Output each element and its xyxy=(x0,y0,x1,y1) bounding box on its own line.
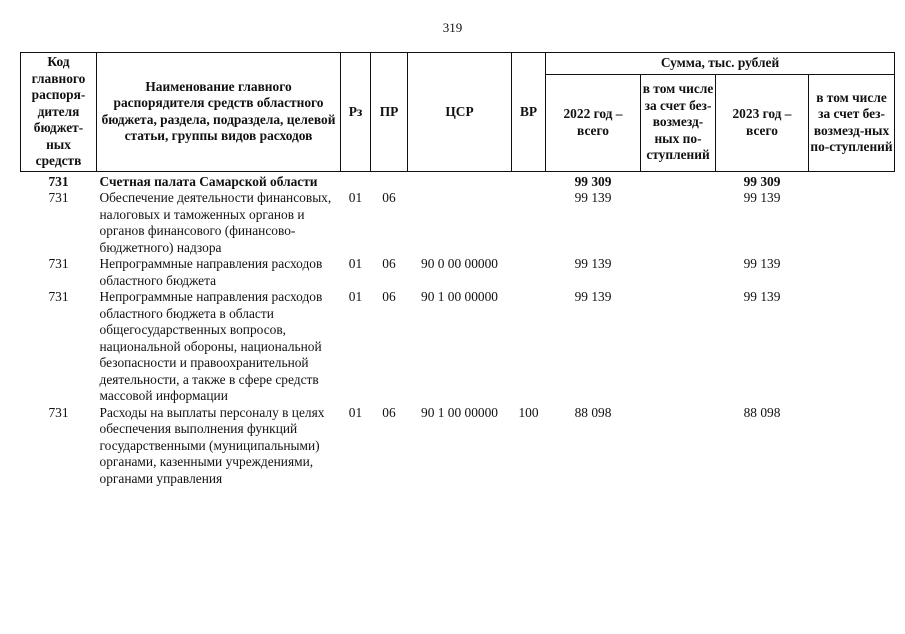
cell-2023-free xyxy=(809,405,895,488)
cell-pr: 06 xyxy=(382,404,396,420)
cell-name: Обеспечение деятельности финансовых, налоговых и таможенных органов и органов финансового (финансово-бюджетного) надзора xyxy=(99,190,332,255)
cell-rz: 01 xyxy=(348,404,363,420)
header-csr: ЦСР xyxy=(408,53,512,172)
cell-vr xyxy=(512,171,546,190)
cell-pr: 06 xyxy=(382,190,396,205)
header-name: Наименование главного распорядителя средств областного бюджета, раздела, подраздела, целевой статьи, группы видов расходов xyxy=(97,53,341,172)
cell-2023-free xyxy=(809,289,895,405)
cell-rz: 01 xyxy=(348,190,363,205)
cell-csr xyxy=(408,171,512,190)
cell-code: 731 xyxy=(48,173,69,189)
cell-pr: 06 xyxy=(382,289,396,304)
header-2022-free: в том числе за счет без-возмезд-ных по-ступлений xyxy=(641,74,716,171)
cell-2022-total: 99 309 xyxy=(574,173,612,189)
header-2023-total: 2023 год – всего xyxy=(716,74,809,171)
cell-2022-total: 88 098 xyxy=(574,404,612,420)
cell-2022-total: 99 139 xyxy=(574,256,612,271)
cell-code: 731 xyxy=(48,289,69,304)
table-body xyxy=(21,171,895,487)
cell-vr xyxy=(512,190,546,256)
cell-2022-free xyxy=(641,190,716,256)
cell-2023-total: 99 139 xyxy=(743,256,781,271)
cell-2022-free xyxy=(641,405,716,488)
cell-2022-free xyxy=(641,171,716,190)
header-pr: ПР xyxy=(371,53,408,172)
cell-2023-total: 99 309 xyxy=(743,173,781,189)
cell-rz: 01 xyxy=(348,256,363,271)
cell-vr xyxy=(512,289,546,405)
cell-rz xyxy=(341,171,371,190)
table-row xyxy=(21,405,895,488)
cell-2023-free xyxy=(809,190,895,256)
cell-pr xyxy=(371,171,408,190)
cell-name: Непрограммные направления расходов областного бюджета в области общегосударственных вопросов, национальной обороны, национальной безопасности и правоохранительной деятельности, а также в сфере средств массовой информации xyxy=(99,289,323,403)
cell-2022-free xyxy=(641,289,716,405)
header-2022-total: 2022 год – всего xyxy=(546,74,641,171)
cell-vr: 100 xyxy=(518,404,539,420)
cell-2022-total: 99 139 xyxy=(574,190,612,205)
cell-name: Счетная палата Самарской области xyxy=(99,173,318,189)
header-vr: ВР xyxy=(512,53,546,172)
cell-2023-free xyxy=(809,171,895,190)
header-code: Код главного распоря-дителя бюджет-ных средств xyxy=(21,53,97,172)
cell-rz: 01 xyxy=(348,289,363,304)
header-sum-group: Сумма, тыс. рублей xyxy=(546,53,895,75)
cell-csr: 90 1 00 00000 xyxy=(421,404,498,420)
cell-name: Расходы на выплаты персоналу в целях обеспечения выполнения функций государственными (муниципальными) органами, казенными учреждениями, органами управления xyxy=(99,404,325,486)
cell-code: 731 xyxy=(48,256,69,271)
cell-2023-total: 99 139 xyxy=(743,190,781,205)
cell-2023-total: 88 098 xyxy=(743,404,781,420)
cell-csr xyxy=(408,190,512,256)
cell-vr xyxy=(512,256,546,289)
cell-2022-free xyxy=(641,256,716,289)
table-row xyxy=(21,256,895,289)
cell-2023-free xyxy=(809,256,895,289)
table-row xyxy=(21,171,895,190)
cell-2023-total: 99 139 xyxy=(743,289,781,304)
header-2023-free: в том числе за счет без-возмезд-ных по-ступлений xyxy=(809,74,895,171)
cell-pr: 06 xyxy=(382,256,396,271)
cell-code: 731 xyxy=(48,190,69,205)
page-number: 319 xyxy=(442,20,463,35)
cell-csr: 90 0 00 00000 xyxy=(421,256,498,271)
cell-name: Непрограммные направления расходов областного бюджета xyxy=(99,256,323,288)
cell-code: 731 xyxy=(48,404,69,420)
header-rz: Рз xyxy=(341,53,371,172)
cell-csr: 90 1 00 00000 xyxy=(421,289,498,304)
table-row xyxy=(21,289,895,405)
budget-table xyxy=(20,52,895,487)
table-row xyxy=(21,190,895,256)
cell-2022-total: 99 139 xyxy=(574,289,612,304)
